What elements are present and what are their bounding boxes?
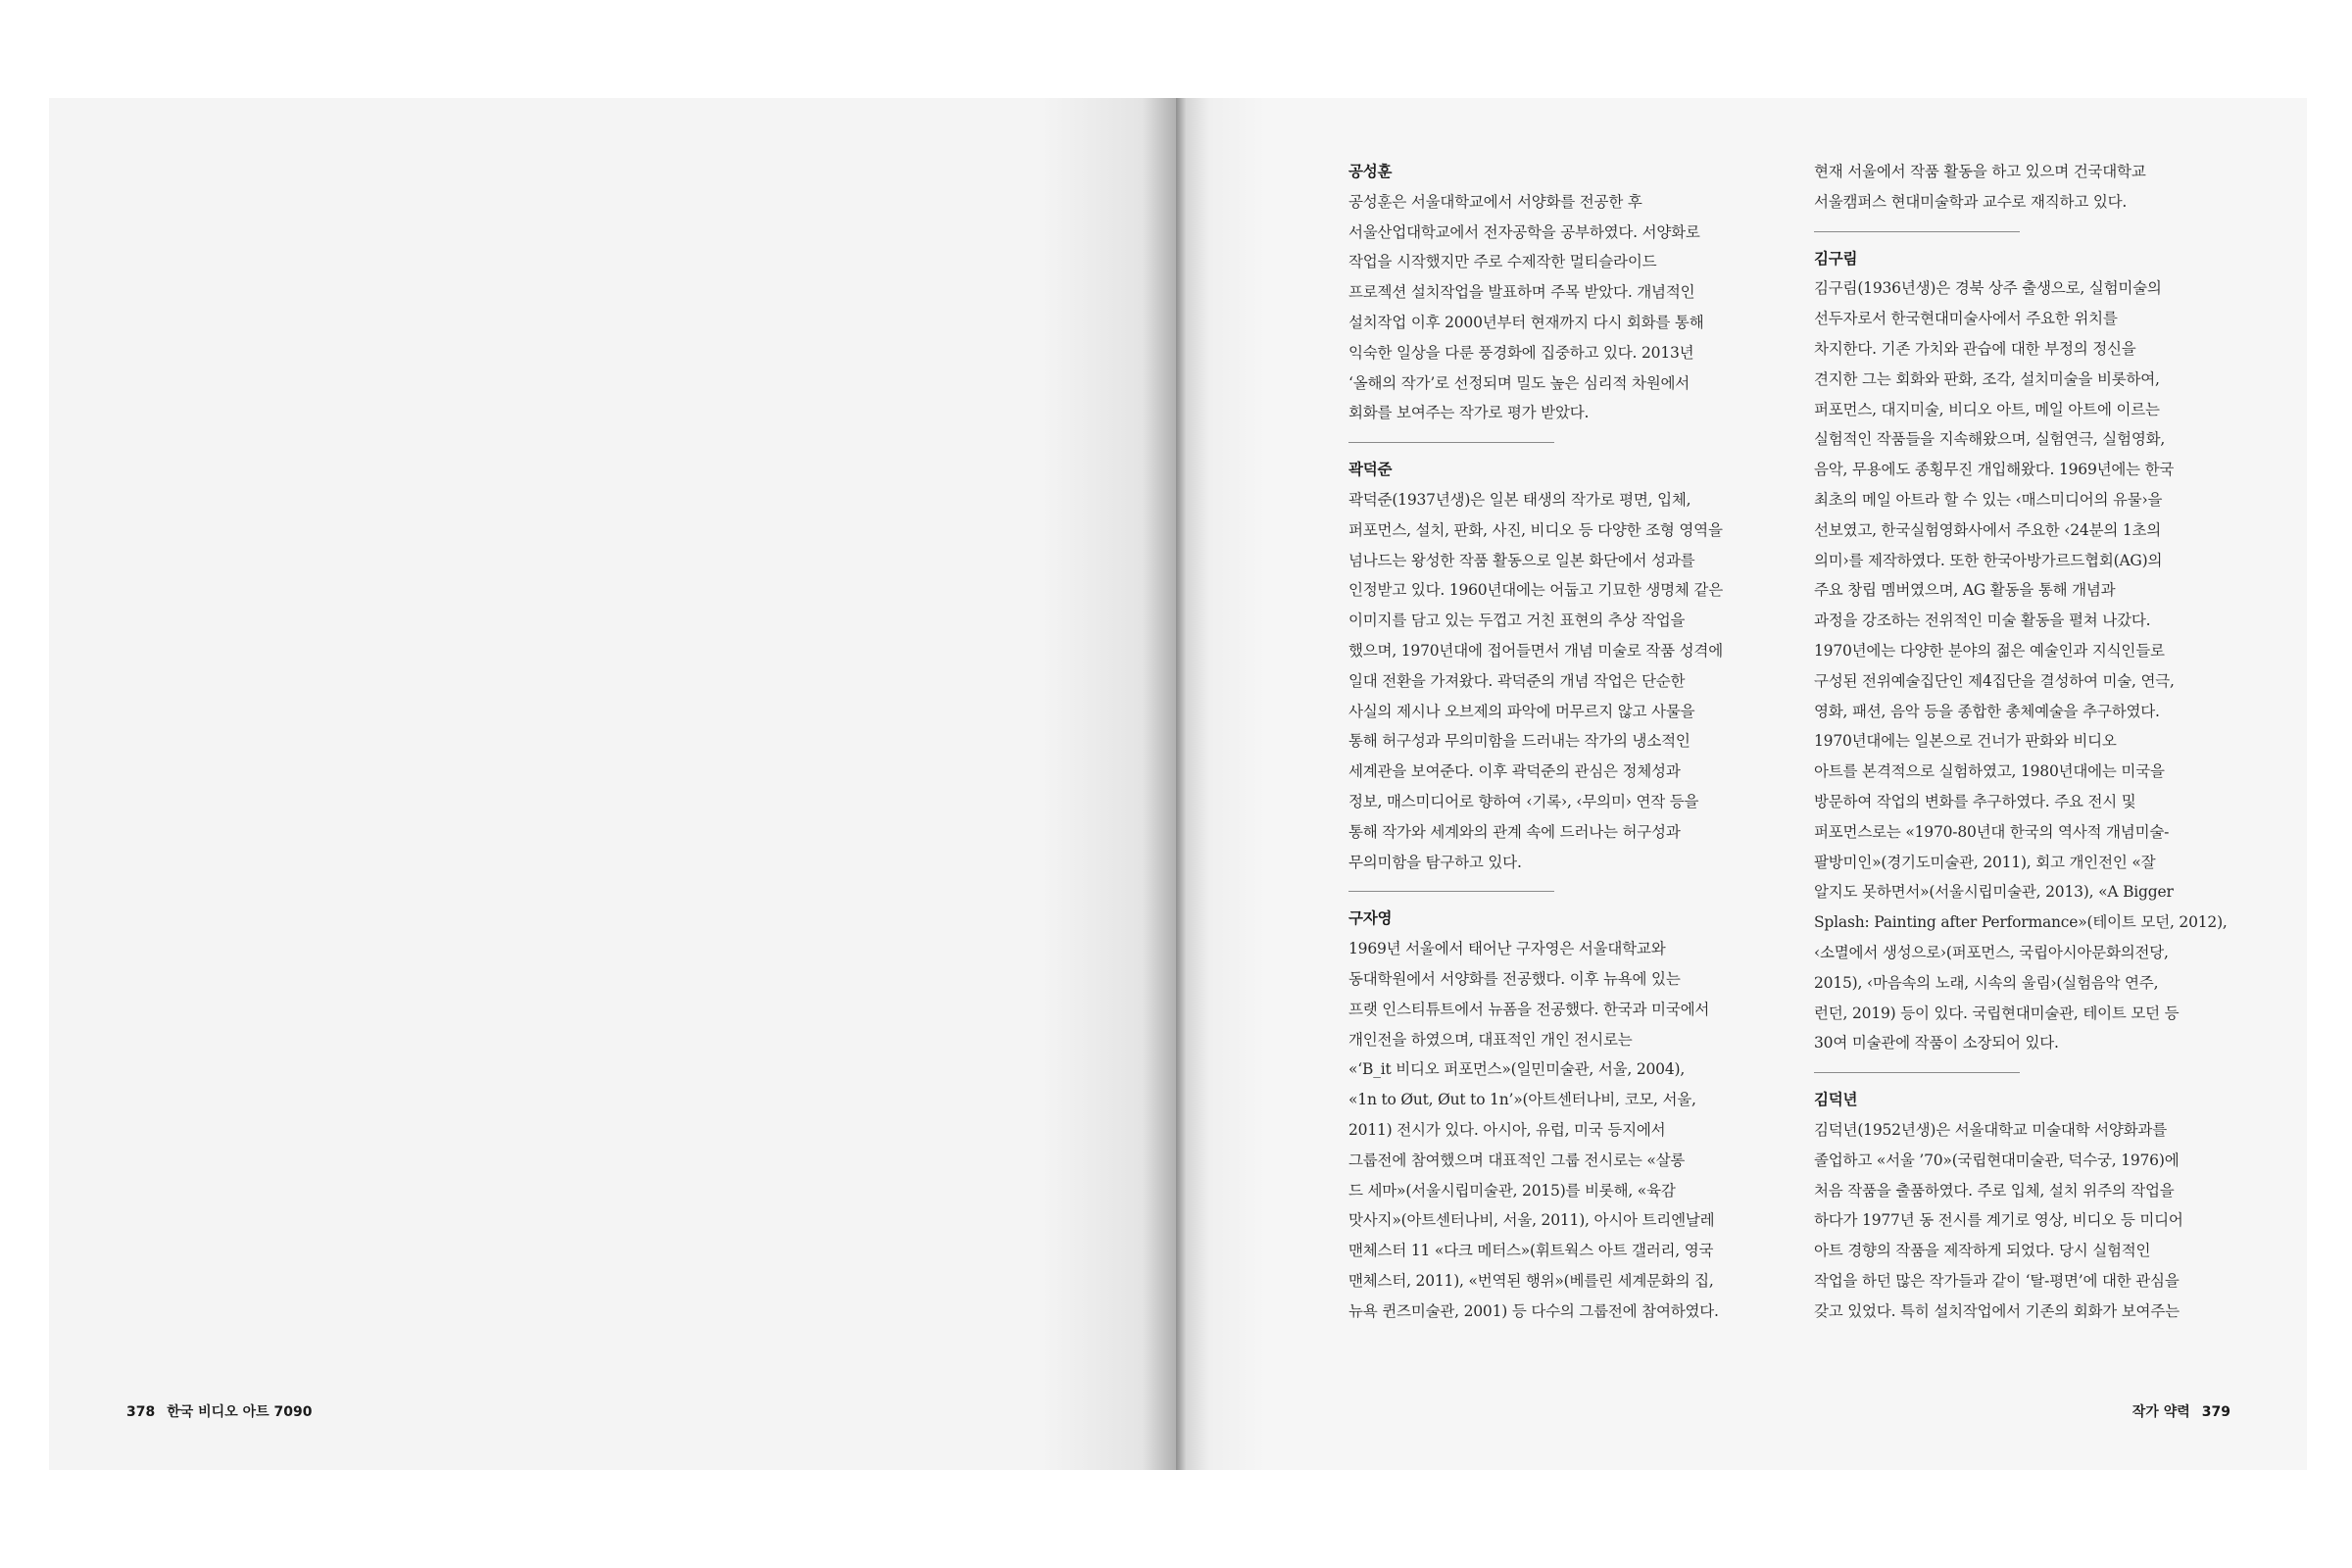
bio-line: 통해 허구성과 무의미함을 드러내는 작가의 냉소적인 (1348, 732, 1690, 751)
left-folio (126, 1401, 313, 1421)
bio-line: 퍼포먼스, 설치, 판화, 사진, 비디오 등 다양한 조형 영역을 (1348, 520, 1723, 539)
entry-divider (1348, 442, 1554, 443)
bio-line: 30여 미술관에 작품이 소장되어 있다. (1814, 1034, 2059, 1053)
bio-line: 의미›를 제작하였다. 또한 한국아방가르드협회(AG)의 (1814, 551, 2163, 569)
bio-line: 세계관을 보여준다. 이후 곽덕준의 관심은 정체성과 (1348, 762, 1681, 781)
bio-line: 알지도 못하면서»(서울시립미술관, 2013), «A Bigger (1814, 883, 2174, 902)
bio-line: 개인전을 하였으며, 대표적인 개인 전시로는 (1348, 1030, 1633, 1049)
artist-entry (1814, 1085, 2275, 1326)
bio-line: 아트를 본격적으로 실험하였고, 1980년대에는 미국을 (1814, 762, 2165, 781)
bio-line: 구성된 전위예술집단인 제4집단을 결성하여 미술, 연극, (1814, 671, 2175, 690)
bio-line: 곽덕준(1937년생)은 일본 태생의 작가로 평면, 입체, (1348, 490, 1691, 509)
bio-line: 팔방미인»(경기도미술관, 2011), 회고 개인전인 «잘 (1814, 853, 2156, 871)
bio-line: 일대 전환을 가져왔다. 곽덕준의 개념 작업은 단순한 (1348, 671, 1686, 690)
artist-bio (1814, 1115, 2275, 1327)
bio-line: ‘올해의 작가’로 선정되며 밀도 높은 심리적 차원에서 (1348, 373, 1690, 392)
bio-line: 퍼포먼스로는 «1970-80년대 한국의 역사적 개념미술- (1814, 822, 2170, 841)
bio-line: 공성훈은 서울대학교에서 서양화를 전공한 후 (1348, 192, 1642, 211)
bio-line: 2015), ‹마음속의 노래, 시속의 울림›(실험음악 연주, (1814, 973, 2159, 992)
artist-entry (1814, 244, 2275, 1059)
bio-line: ‹소멸에서 생성으로›(퍼포먼스, 국립아시아문화의전당, (1814, 943, 2169, 961)
bio-line: 과정을 강조하는 전위적인 미술 활동을 펼쳐 나갔다. (1814, 612, 2151, 630)
bio-line: 사실의 제시나 오브제의 파악에 머무르지 않고 사물을 (1348, 702, 1695, 720)
artist-bio (1814, 157, 2275, 218)
right-running-title: 작가 약력 (2132, 1404, 2190, 1420)
right-page-number: 379 (2201, 1404, 2230, 1420)
bio-line: 익숙한 일상을 다룬 풍경화에 집중하고 있다. 2013년 (1348, 343, 1694, 362)
artist-entry (1348, 455, 1780, 877)
bio-line: 1970년에는 다양한 분야의 젊은 예술인과 지식인들로 (1814, 641, 2165, 660)
artist-name: 구자영 (1348, 909, 1393, 928)
bio-line: 맨체스터 11 «다크 메터스»(휘트웍스 아트 갤러리, 영국 (1348, 1242, 1714, 1260)
bio-line: Splash: Painting after Performance»(테이트 모던, 2012), (1814, 913, 2228, 932)
bio-line: 선보였고, 한국실험영화사에서 주요한 ‹24분의 1초의 (1814, 520, 2162, 539)
bio-line: 드 세마»(서울시립미술관, 2015)를 비롯해, «육감 (1348, 1181, 1676, 1200)
bio-line: 프로젝션 설치작업을 발표하며 주목 받았다. 개념적인 (1348, 283, 1695, 302)
entry-divider (1348, 891, 1554, 892)
bio-line: 갖고 있었다. 특히 설치작업에서 기존의 회화가 보여주는 (1814, 1301, 2180, 1320)
bio-line: 김덕년(1952년생)은 서울대학교 미술대학 서양화과를 (1814, 1120, 2167, 1139)
bio-line: «1n to Øut, Øut to 1n’»(아트센터나비, 코모, 서울, (1348, 1091, 1696, 1109)
bio-line: 1969년 서울에서 태어난 구자영은 서울대학교와 (1348, 940, 1666, 958)
bio-line: 김구림(1936년생)은 경북 상주 출생으로, 실험미술의 (1814, 279, 2162, 298)
left-running-title: 한국 비디오 아트 7090 (167, 1404, 313, 1420)
left-page (49, 98, 1176, 1470)
entry-divider (1814, 231, 2020, 232)
bio-line: 최초의 메일 아트라 할 수 있는 ‹매스미디어의 유물›을 (1814, 490, 2163, 509)
bio-line: 이미지를 담고 있는 두껍고 거친 표현의 추상 작업을 (1348, 612, 1686, 630)
artist-bio (1814, 273, 2275, 1058)
bio-line: 인정받고 있다. 1960년대에는 어둡고 기묘한 생명체 같은 (1348, 581, 1723, 600)
bio-line: 정보, 매스미디어로 향하여 ‹기록›, ‹무의미› 연작 등을 (1348, 792, 1699, 810)
bio-line: 영화, 패션, 음악 등을 종합한 총체예술을 추구하였다. (1814, 702, 2160, 720)
right-page (1176, 98, 2307, 1470)
bio-line: «‘B_it 비디오 퍼포먼스»(일민미술관, 서울, 2004), (1348, 1060, 1686, 1079)
bio-line: 뉴욕 퀸즈미술관, 2001) 등 다수의 그룹전에 참여하였다. (1348, 1301, 1719, 1320)
bio-line: 실험적인 작품들을 지속해왔으며, 실험연극, 실험영화, (1814, 430, 2166, 449)
artist-entry (1348, 157, 1780, 428)
bio-line: 넘나드는 왕성한 작품 활동으로 일본 화단에서 성과를 (1348, 551, 1695, 569)
artist-name: 김구림 (1814, 249, 1858, 268)
artist-bio (1348, 485, 1780, 877)
bio-line: 그룹전에 참여했으며 대표적인 그룹 전시로는 «살롱 (1348, 1151, 1686, 1169)
artist-name: 김덕년 (1814, 1091, 1858, 1109)
bio-line: 서울산업대학교에서 전자공학을 공부하였다. 서양화로 (1348, 222, 1700, 241)
bio-line: 맨체스터, 2011), «번역된 행위»(베를린 세계문화의 집, (1348, 1271, 1714, 1290)
artist-name: 공성훈 (1348, 163, 1393, 180)
artist-entry (1348, 904, 1780, 1326)
bio-line: 회화를 보여주는 작가로 평가 받았다. (1348, 404, 1590, 422)
bio-line: 맛사지»(아트센터나비, 서울, 2011), 아시아 트리엔날레 (1348, 1211, 1715, 1230)
bio-line: 처음 작품을 출품하였다. 주로 입체, 설치 위주의 작업을 (1814, 1181, 2175, 1200)
bio-line: 음악, 무용에도 종횡무진 개입해왔다. 1969년에는 한국 (1814, 461, 2175, 479)
bio-line: 2011) 전시가 있다. 아시아, 유럽, 미국 등지에서 (1348, 1120, 1666, 1139)
artist-entry-continued (1814, 157, 2275, 218)
bio-line: 서울캠퍼스 현대미술학과 교수로 재직하고 있다. (1814, 192, 2128, 211)
bio-line: 런던, 2019) 등이 있다. 국립현대미술관, 테이트 모던 등 (1814, 1004, 2180, 1022)
bio-line: 졸업하고 «서울 ’70»(국립현대미술관, 덕수궁, 1976)에 (1814, 1151, 2180, 1169)
artist-bio (1348, 187, 1780, 428)
artist-bio (1348, 934, 1780, 1326)
bio-line: 프랫 인스티튜트에서 뉴폼을 전공했다. 한국과 미국에서 (1348, 1000, 1710, 1018)
bio-line: 현재 서울에서 작품 활동을 하고 있으며 건국대학교 (1814, 163, 2146, 180)
book-spread (49, 98, 2307, 1470)
text-column-1 (1348, 157, 1780, 1326)
bio-line: 하다가 1977년 동 전시를 계기로 영상, 비디오 등 미디어 (1814, 1211, 2183, 1230)
bio-line: 방문하여 작업의 변화를 추구하였다. 주요 전시 및 (1814, 792, 2136, 810)
bio-line: 차지한다. 기존 가치와 관습에 대한 부정의 정신을 (1814, 339, 2136, 358)
bio-line: 했으며, 1970년대에 접어들면서 개념 미술로 작품 성격에 (1348, 641, 1723, 660)
bio-line: 무의미함을 탐구하고 있다. (1348, 853, 1522, 871)
bio-line: 설치작업 이후 2000년부터 현재까지 다시 회화를 통해 (1348, 313, 1704, 331)
text-column-2 (1814, 157, 2275, 1326)
bio-line: 견지한 그는 회화와 판화, 조각, 설치미술을 비롯하여, (1814, 369, 2160, 388)
artist-name: 곽덕준 (1348, 461, 1393, 479)
right-folio (2132, 1401, 2230, 1421)
bio-line: 주요 창립 멤버였으며, AG 활동을 통해 개념과 (1814, 581, 2116, 600)
bio-line: 통해 작가와 세계와의 관계 속에 드러나는 허구성과 (1348, 822, 1681, 841)
bio-line: 동대학원에서 서양화를 전공했다. 이후 뉴욕에 있는 (1348, 969, 1681, 988)
bio-line: 퍼포먼스, 대지미술, 비디오 아트, 메일 아트에 이르는 (1814, 400, 2160, 418)
bio-line: 선두자로서 한국현대미술사에서 주요한 위치를 (1814, 310, 2118, 328)
left-page-number: 378 (126, 1404, 156, 1420)
bio-line: 1970년대에는 일본으로 건너가 판화와 비디오 (1814, 732, 2117, 751)
bio-line: 작업을 하던 많은 작가들과 같이 ‘탈-평면’에 대한 관심을 (1814, 1271, 2180, 1290)
entry-divider (1814, 1072, 2020, 1073)
bio-line: 작업을 시작했지만 주로 수제작한 멀티슬라이드 (1348, 253, 1657, 271)
bio-line: 아트 경향의 작품을 제작하게 되었다. 당시 실험적인 (1814, 1242, 2151, 1260)
